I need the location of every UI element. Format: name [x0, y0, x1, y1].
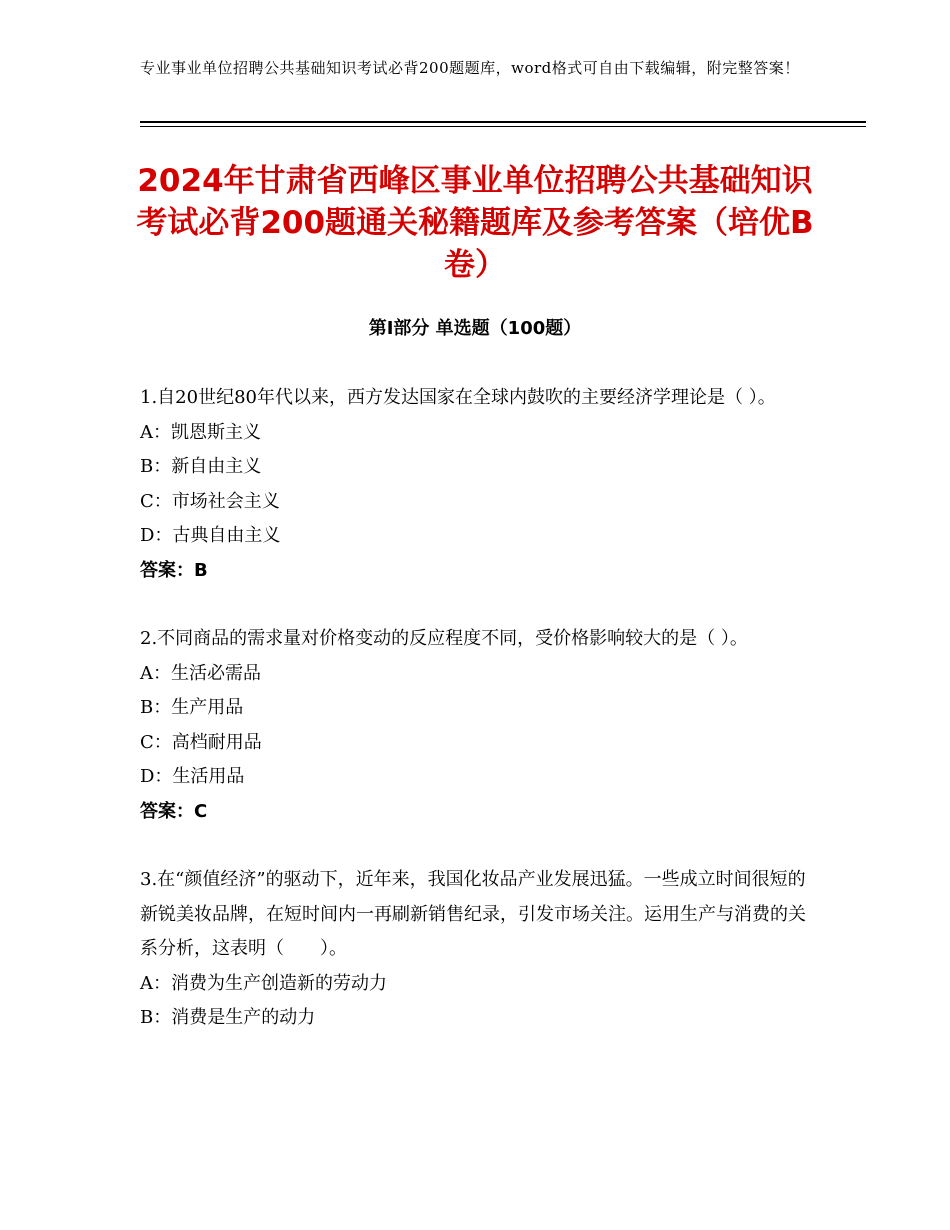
question-list [140, 381, 812, 1070]
option-b: B：消费是生产的动力 [140, 1007, 316, 1028]
option-d: D：生活用品 [140, 766, 245, 787]
section-title: 第Ⅰ部分 单选题（100题） [368, 318, 582, 339]
option-a: A：凯恩斯主义 [140, 421, 261, 443]
question-stem: 3.在“颜值经济”的驱动下，近年来，我国化妆品产业发展迅猛。一些成立时间很短的新锐美妆品牌，在短时间内一再刷新销售纪录，引发市场关注。运用生产与消费的关系分析，这表明（ ）。 [140, 869, 806, 959]
option-a: A：消费为生产创造新的劳动力 [140, 972, 387, 994]
document-title: 2024年甘肃省西峰区事业单位招聘公共基础知识考试必背200题通关秘籍题库及参考答案（培优B卷） [136, 163, 814, 283]
question-1 [140, 381, 812, 588]
answer: 答案：C [140, 800, 208, 822]
header-rule-thick [140, 121, 866, 123]
option-c: C：市场社会主义 [140, 490, 280, 512]
question-3 [140, 863, 812, 1036]
option-d: D：古典自由主义 [140, 525, 281, 546]
question-stem: 2.不同商品的需求量对价格变动的反应程度不同，受价格影响较大的是（ ）。 [140, 628, 748, 649]
header-note: 专业事业单位招聘公共基础知识考试必背200题题库，word格式可自由下载编辑，附完整答案！ [140, 59, 800, 77]
option-b: B：生产用品 [140, 697, 244, 718]
question-stem: 1.自20世纪80年代以来，西方发达国家在全球内鼓吹的主要经济学理论是（ ）。 [140, 387, 776, 408]
question-2 [140, 622, 812, 829]
header-rule-thin [140, 126, 866, 127]
answer: 答案：B [140, 559, 208, 581]
option-a: A：生活必需品 [140, 662, 261, 684]
option-c: C：高档耐用品 [140, 731, 262, 753]
option-b: B：新自由主义 [140, 456, 262, 477]
